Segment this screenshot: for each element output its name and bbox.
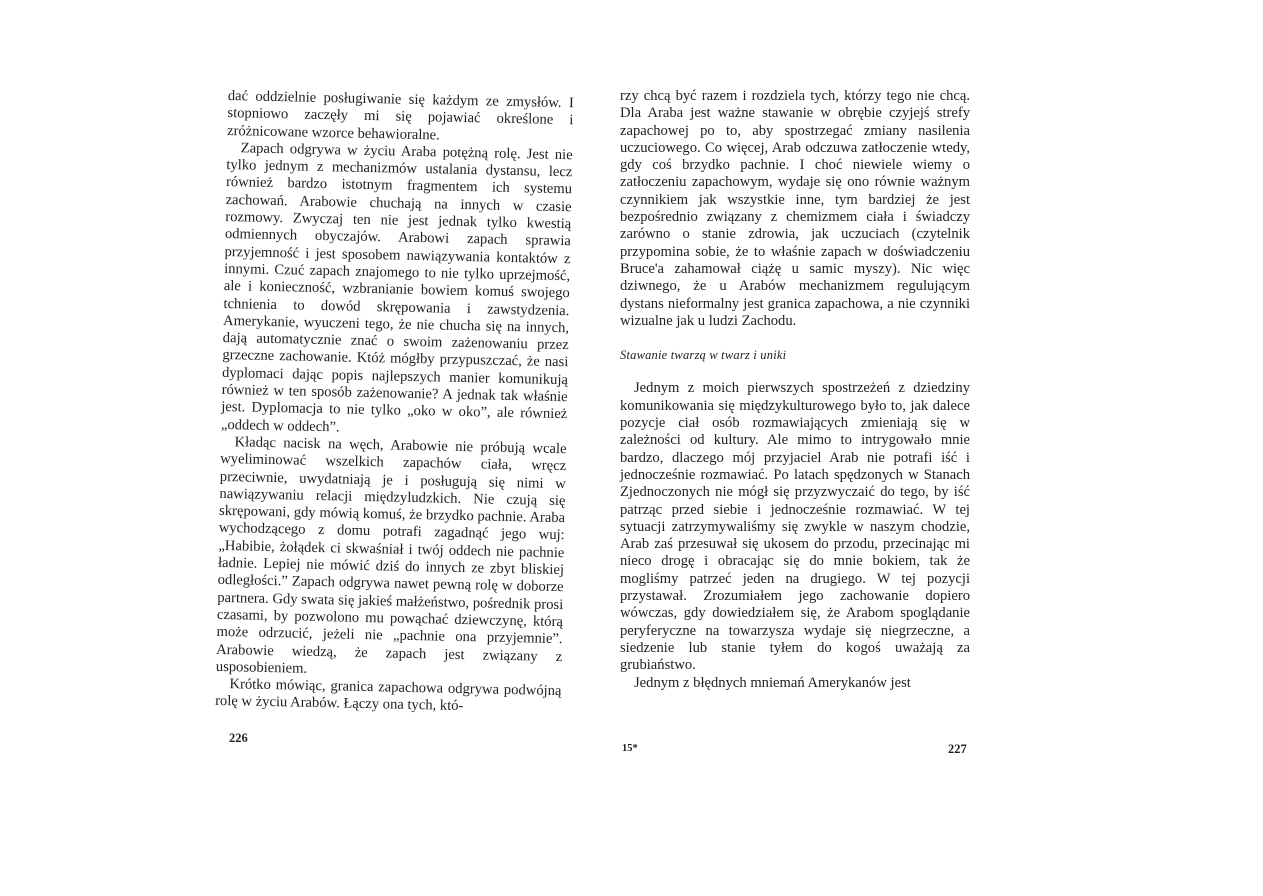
left-page: [215, 88, 574, 718]
paragraph: Kładąc nacisk na węch, Arabowie nie próbują wcale wyeliminować wszelkich zapachów ciała, wręcz przeciwnie, uwydatniają je i posługują się nimi w nawiązywaniu relacji międzyludzkich. Nie czują się skrępowani, gdy mówią komuś, że brzydko pachnie. Araba wychodzącego z domu potrafi zagadnąć jego wuj: „Habibie, żołądek ci skwaśniał i twój oddech nie pachnie ładnie. Lepiej nie mówić dziś do innych ze zbyt bliskiej odległości.” Zapach odgrywa nawet pewną rolę w doborze partnera. Gdy swata się jakieś małżeństwo, pośrednik prosi czasami, by pozwolono mu powąchać dziewczynę, którą może odrzucić, jeżeli nie „pachnie ona przyjemnie”. Arabowie wiedzą, że zapach jest związany z usposobieniem.: [215, 434, 567, 677]
signature-mark: 15*: [622, 743, 638, 754]
paragraph: Krótko mówiąc, granica zapachowa odgrywa podwójną rolę w życiu Arabów. Łączy ona tych, któ-: [214, 676, 562, 715]
page-number-left: 226: [229, 731, 248, 745]
right-page: [620, 88, 970, 692]
paragraph: Zapach odgrywa w życiu Araba potężną rolę. Jest nie tylko jednym z mechanizmów ustalania dystansu, lecz również bardzo istotnym fragmentem ich systemu zachowań. Arabowie chuchają na innych w czasie rozmowy. Zwyczaj ten nie jest jednak tylko kwestią odmiennych obyczajów. Arabowi zapach sprawia przyjemność i jest sposobem nawiązywania kontaktów z innymi. Czuć zapach znajomego to nie tylko uprzejmość, ale i konieczność, wzbranianie bowiem komuś swojego tchnienia to dowód skrępowania i zawstydzenia. Amerykanie, wyuczeni tego, że nie chucha się na innych, dają automatycznie znać o swoim zażenowaniu przez grzeczne zachowanie. Któż mógłby przypuszczać, że nasi dyplomaci dając popis najlepszych manier komunikują również w ten sposób zażenowanie? A jednak tak właśnie jest. Dyplomacja to nie tylko „oko w oko”, ale również „oddech w oddech”.: [220, 140, 573, 436]
page-number-right: 227: [948, 742, 967, 756]
paragraph: Jednym z moich pierwszych spostrzeżeń z dziedziny komunikowania się międzykulturowego było to, jak dalece pozycje ciał osób rozmawiających zmieniają się w zależności od kultury. Ale mimo to intrygowało mnie bardzo, dlaczego mój przyjaciel Arab nie potrafi iść i jednocześnie rozmawiać. Po latach spędzonych w Stanach Zjednoczonych nie mógł się przyzwyczaić do tego, by iść patrząc przed siebie i jednocześnie rozmawiać. W tej sytuacji zatrzymywaliśmy się zwykle w naszym chodzie, Arab zaś przesuwał się ukosem do przodu, przecinając mi nieco drogę i obracając się do mnie bokiem, tak że mogliśmy patrzeć jeden na drugiego. W tej pozycji przystawał. Zrozumiałem jego zachowanie dopiero wówczas, gdy dowiedziałem się, że Arabom spoglądanie peryferyczne na towarzysza wydaje się niegrzeczne, a siedzenie lub stanie tyłem do kogoś uważają za grubiaństwo.: [620, 380, 970, 674]
section-heading: Stawanie twarzą w twarz i uniki: [620, 348, 787, 363]
paragraph: Jednym z błędnych mniemań Amerykanów jest: [634, 674, 911, 691]
paragraph: dać oddzielnie posługiwanie się każdym ze zmysłów. I stopniowo zaczęły mi się pojawiać określone i zróżnicowane wzorce behawioralne.: [226, 88, 574, 144]
right-page-body: [620, 88, 970, 692]
paragraph: rzy chcą być razem i rozdziela tych, którzy tego nie chcą. Dla Araba jest ważne stawanie w obrębie czyjejś strefy zapachowej po to, aby spostrzegać zmiany nasilenia uczuciowego. Co więcej, Arab odczuwa zatłoczenie wtedy, gdy coś brzydko pachnie. I choć niewiele wiemy o zatłoczeniu zapachowym, wydaje się ono równie ważnym czynnikiem jak wszystkie inne, tym bardziej że jest bezpośrednio związany z chemizmem ciała i świadczy zarówno o stanie zdrowia, jak uczuciach (czytelnik przypomina sobie, że to właśnie zapach w doświadczeniu Bruce'a zahamował ciążę u samic myszy). Nic więc dziwnego, że u Arabów mechanizmem regulującym dystans nieformalny jest granica zapachowa, a nie czynniki wizualne jak u ludzi Zachodu.: [620, 88, 970, 329]
left-page-body: [215, 88, 574, 718]
